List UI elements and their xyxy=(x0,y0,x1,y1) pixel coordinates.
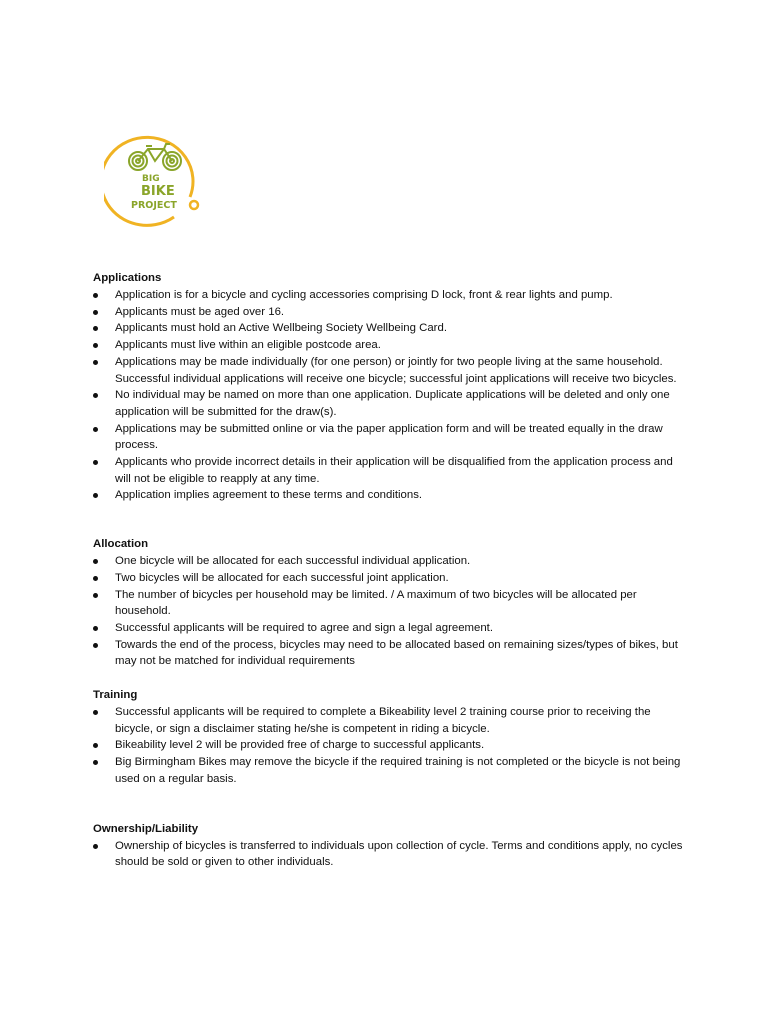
list-item: Applicants who provide incorrect details in their application will be disqualified from the application process and will not be eligible to reapply at any time. xyxy=(93,454,683,487)
list-item: Applications may be submitted online or via the paper application form and will be treated equally in the draw process. xyxy=(93,421,683,454)
section-allocation xyxy=(93,536,683,670)
section-ownership-liability xyxy=(93,821,683,871)
list-item: Applicants must be aged over 16. xyxy=(93,304,683,321)
bullet-list xyxy=(93,704,683,788)
list-item: Ownership of bicycles is transferred to individuals upon collection of cycle. Terms and conditions apply, no cycles should be sold or given to other individuals. xyxy=(93,838,683,871)
logo-text-bike: BIKE xyxy=(141,184,175,199)
section-heading: Training xyxy=(93,689,138,702)
logo-text-project: PROJECT xyxy=(131,200,177,211)
section-heading: Allocation xyxy=(93,538,149,551)
list-item: Big Birmingham Bikes may remove the bicycle if the required training is not completed or the bicycle is not being used on a regular basis. xyxy=(93,754,683,787)
list-item: Towards the end of the process, bicycles may need to be allocated based on remaining sizes/types of bikes, but may not be matched for individual requirements xyxy=(93,637,683,670)
bullet-list xyxy=(93,287,683,504)
list-item: Successful applicants will be required to agree and sign a legal agreement. xyxy=(93,620,683,637)
list-item: Two bicycles will be allocated for each successful joint application. xyxy=(93,570,683,587)
bullet-list xyxy=(93,838,683,871)
list-item: Application is for a bicycle and cycling accessories comprising D lock, front & rear lights and pump. xyxy=(93,287,683,304)
section-heading: Ownership/Liability xyxy=(93,822,199,835)
section-training xyxy=(93,687,683,788)
big-bike-project-logo xyxy=(104,133,206,227)
logo-text-big: BIG xyxy=(142,174,160,184)
list-item: The number of bicycles per household may be limited. / A maximum of two bicycles will be allocated per household. xyxy=(93,587,683,620)
bullet-list xyxy=(93,553,683,670)
list-item: Applications may be made individually (for one person) or jointly for two people living at the same household. Successful individual applications will receive one bicycle; successful joint applications will receive two bicycles. xyxy=(93,354,683,387)
bicycle-logo-icon xyxy=(104,133,206,227)
section-applications xyxy=(93,270,683,504)
list-item: Applicants must hold an Active Wellbeing Society Wellbeing Card. xyxy=(93,320,683,337)
list-item: Applicants must live within an eligible postcode area. xyxy=(93,337,683,354)
list-item: Application implies agreement to these terms and conditions. xyxy=(93,487,683,504)
section-heading: Applications xyxy=(93,272,162,284)
list-item: Successful applicants will be required to complete a Bikeability level 2 training course prior to receiving the bicycle, or sign a disclaimer stating he/she is competent in riding a bicycle. xyxy=(93,704,683,737)
list-item: No individual may be named on more than one application. Duplicate applications will be deleted and only one application will be submitted for the draw(s). xyxy=(93,387,683,420)
list-item: Bikeability level 2 will be provided free of charge to successful applicants. xyxy=(93,737,683,754)
list-item: One bicycle will be allocated for each successful individual application. xyxy=(93,553,683,570)
terms-document xyxy=(93,270,683,871)
